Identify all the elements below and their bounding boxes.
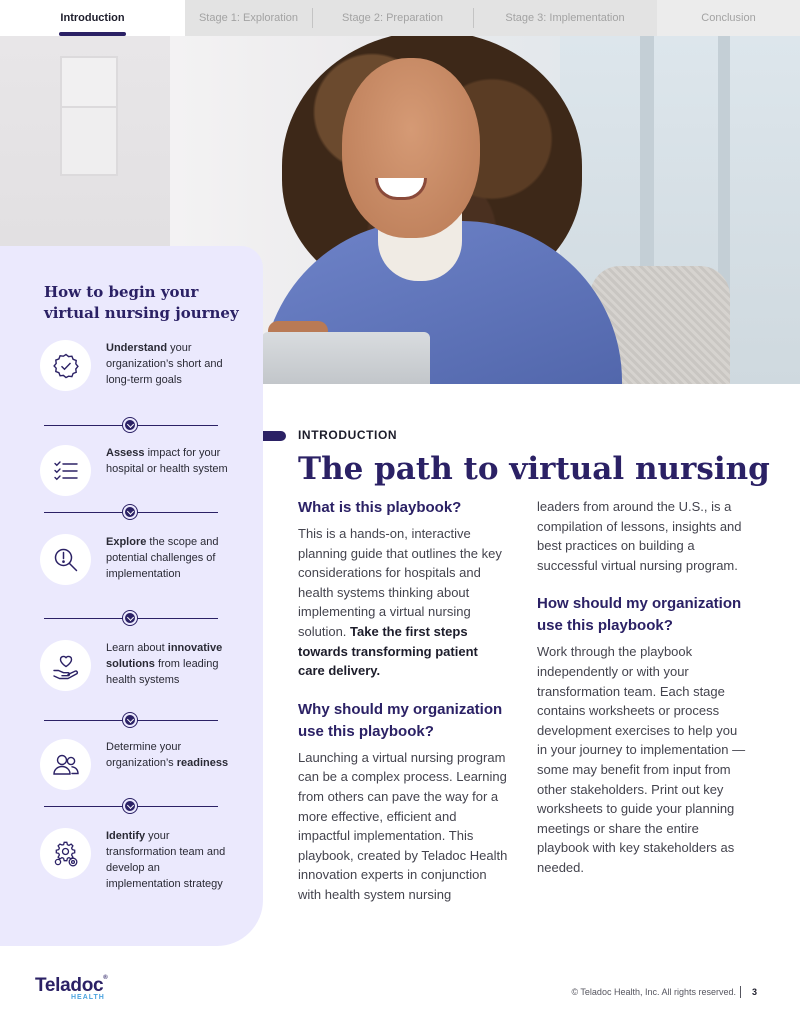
- tab-stage-2-preparation[interactable]: Stage 2: Preparation: [312, 0, 473, 36]
- heading-what-is-this-playbook: What is this playbook?: [298, 499, 462, 516]
- chevron-down-icon: [123, 799, 137, 813]
- page-title: The path to virtual nursing: [298, 451, 770, 487]
- step-divider: [44, 417, 218, 433]
- magnifier-alert-icon: [40, 534, 91, 585]
- journey-step-identify[interactable]: [40, 828, 240, 892]
- step-divider: [44, 798, 218, 814]
- people-icon: [40, 739, 91, 790]
- content-column-left: [298, 497, 508, 905]
- chevron-down-icon: [123, 418, 137, 432]
- journey-step-explore[interactable]: [40, 534, 240, 585]
- chevron-down-icon: [123, 505, 137, 519]
- top-navigation: [0, 0, 800, 36]
- heading-how-to-use-playbook: How should my organization use this playbook?: [537, 595, 742, 635]
- page-number: 3: [752, 987, 758, 997]
- gears-icon: [40, 828, 91, 879]
- paragraph-why-use: Launching a virtual nursing program can be a complex process. Learning from others can pave the way for a more effective, efficient and impactful implementation. This playbook, created by Teladoc Health innovation experts in conjunction with health system nursing: [298, 749, 508, 902]
- step-text: Determine your organization’s readiness: [106, 741, 229, 769]
- section-eyebrow: INTRODUCTION: [298, 428, 398, 442]
- sidebar-title: How to begin your virtual nursing journey: [44, 283, 239, 322]
- chevron-down-icon: [123, 611, 137, 625]
- chevron-down-icon: [123, 713, 137, 727]
- journey-step-understand[interactable]: [40, 340, 240, 391]
- journey-step-learn[interactable]: [40, 640, 240, 691]
- paragraph-what-is: This is a hands-on, interactive planning guide that outlines the key considerations for hospitals and health systems thinking about implementing a virtual nursing solution. Take the first steps towards transforming patient care delivery.: [298, 526, 502, 679]
- journey-step-determine[interactable]: [40, 739, 240, 790]
- step-text: Understand your organization’s short and long-term goals: [106, 342, 223, 386]
- badge-check-icon: [40, 340, 91, 391]
- section-marker: [263, 431, 286, 441]
- tab-stage-1-exploration[interactable]: Stage 1: Exploration: [198, 12, 299, 24]
- step-divider: [44, 504, 218, 520]
- copyright-notice: © Teladoc Health, Inc. All rights reserved.: [571, 987, 736, 997]
- step-text: Assess impact for your hospital or health system: [106, 447, 228, 475]
- step-text: Learn about innovative solutions from leading health systems: [106, 642, 223, 686]
- journey-step-assess[interactable]: [40, 445, 240, 496]
- content-column-right: [537, 497, 747, 878]
- teladoc-health-logo: Teladoc® HEALTH: [35, 975, 108, 1001]
- checklist-icon: [40, 445, 91, 496]
- step-text: Explore the scope and potential challenges of implementation: [106, 536, 219, 580]
- tab-conclusion[interactable]: Conclusion: [657, 0, 800, 36]
- step-divider: [44, 610, 218, 626]
- step-divider: [44, 712, 218, 728]
- paragraph-how-to-use: Work through the playbook independently or with your transformation team. Each stage contains worksheets or process development exercises to help you in your journey to implementation — some may benefit from input from other stakeholders. Print out key worksheets to guide your planning meetings or share the entire playbook with key stakeholders as needed.: [537, 644, 746, 875]
- footer-separator: [740, 986, 741, 998]
- journey-sidebar: [0, 246, 263, 946]
- paragraph-why-use-continued: leaders from around the U.S., is a compilation of lessons, insights and best practices on building a successful virtual nursing program.: [537, 499, 742, 573]
- step-text: Identify your transformation team and develop an implementation strategy: [106, 830, 226, 890]
- tab-stage-3-implementation[interactable]: Stage 3: Implementation: [473, 0, 657, 36]
- heading-why-use-playbook: Why should my organization use this playbook?: [298, 700, 503, 740]
- tab-introduction[interactable]: Introduction: [0, 0, 185, 36]
- heart-hand-icon: [40, 640, 91, 691]
